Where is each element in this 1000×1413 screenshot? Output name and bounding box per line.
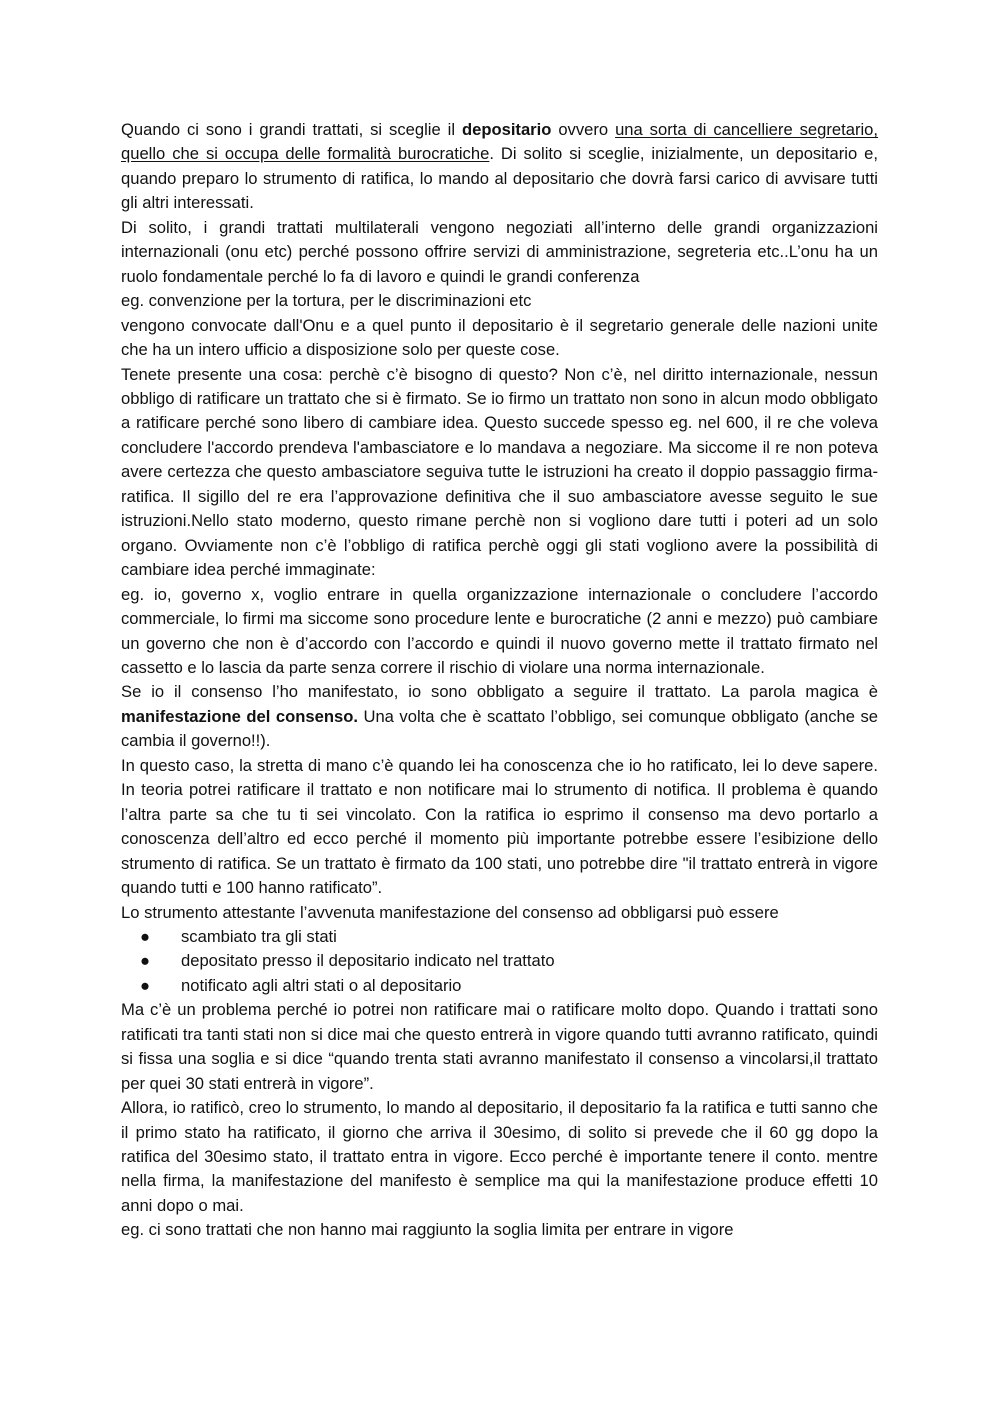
bullet-icon: ● [140, 926, 151, 946]
list-item-text: depositato presso il depositario indicato nel trattato [181, 951, 555, 971]
paragraph-example-threshold: eg. ci sono trattati che non hanno mai raggiunto la soglia limita per entrare in vigore [121, 1220, 734, 1240]
bullet-icon: ● [140, 975, 151, 995]
list-item [121, 974, 878, 998]
list-item [121, 925, 878, 949]
bullet-list [121, 925, 878, 998]
paragraph-depositario [121, 118, 878, 216]
bold-term-depositario: depositario [461, 120, 552, 139]
paragraph-multilateral-treaties: Di solito, i grandi trattati multilaterali vengono negoziati all’interno delle grandi organizzazioni internazionali (onu etc) perché possono offrire servizi di amministrazione, segreteria etc..L’onu ha un ruolo fondamentale perché lo fa di lavoro e quindi le grandi conferenza [121, 217, 878, 286]
text-run: Se io il consenso l’ho manifestato, io sono obbligato a seguire il trattato. La parola magica è [121, 682, 878, 702]
list-item [121, 949, 878, 973]
paragraph-no-obligation-ratify: Tenete presente una cosa: perchè c’è bisogno di questo? Non c’è, nel diritto internazionale, nessun obbligo di ratificare un trattato che si è firmato. Se io firmo un trattato non sono in alcun modo obbligato a ratificare perché sono libero di cambiare idea. Questo succede spesso eg. nel 600, il re che voleva concludere l'accordo prendeva l'ambasciatore e lo mandava a negoziare. Ma siccome il re non poteva avere certezza che questo ambasciatore seguiva tutte le istruzioni ha creato il doppio passaggio firma-ratifica. Il sigillo del re era l’approvazione definitiva che il suo ambasciatore avesse seguito le sue istruzioni.Nello stato moderno, questo rimane perchè non si vogliono dare tutti i poteri ad un solo organo. Ovviamente non c’è l’obbligo di ratifica perchè oggi gli stati vogliono avere la possibilità di cambiare idea perché immaginate: [121, 364, 878, 580]
list-item-text: scambiato tra gli stati [181, 926, 337, 946]
underlined-definition: una sorta di cancelliere segretario, quello che si occupa delle formalità burocratiche [121, 120, 879, 164]
paragraph-example-conventions: eg. convenzione per la tortura, per le discriminazioni etc [121, 291, 532, 311]
text-run: . Di solito si sceglie, inizialmente, un depositario e, quando preparo lo strumento di ratifica, lo mando al depositario che dovrà farsi carico di avvisare tutti gli altri interessati. [121, 144, 879, 213]
text-run: Una volta che è scattato l’obbligo, sei comunque obbligato (anche se cambia il governo!!). [121, 706, 879, 751]
document-body [121, 118, 878, 1243]
paragraph-stretta-di-mano: In questo caso, la stretta di mano c’è quando lei ha conoscenza che io ho ratificato, lei lo deve sapere. In teoria potrei ratificare il trattato e non notificare mai lo strumento di notifica. Il problema è quando l’altra parte sa che tu ti sei vincolato. Con la ratifica io esprimo il consenso ma devo portarlo a conoscenza dell’altro ed ecco perché il momento più importante potrebbe essere l’esibizione dello strumento di ratifica. Se un trattato è firmato da 100 stati, uno potrebbe dire "il trattato entrerà in vigore quando tutti e 100 hanno ratificato”. [121, 755, 878, 898]
paragraph-soglia: Ma c’è un problema perché io potrei non ratificare mai o ratificare molto dopo. Quando i trattati sono ratificati tra tanti stati non si dice mai che questo entrerà in vigore quando tutti avranno ratificato, quindi si fissa una soglia e si dice “quando trenta stati avranno manifestato il consenso a vincolarsi,il trattato per quei 30 stati entrerà in vigore”. [121, 1000, 878, 1093]
list-item-text: notificato agli altri stati o al depositario [181, 975, 462, 995]
paragraph-onu-secretary: vengono convocate dall'Onu e a quel punto il depositario è il segretario generale delle nazioni unite che ha un intero ufficio a disposizione solo per queste cose. [121, 315, 878, 360]
bold-term-manifestazione: manifestazione del consenso. [121, 706, 358, 726]
paragraph-ratifica-process: Allora, io ratificò, creo lo strumento, lo mando al depositario, il depositario fa la ratifica e tutti sanno che il primo stato ha ratificato, il giorno che arriva il 30esimo, di solito si prevede che il 60 gg dopo la ratifica del 30esimo stato, il trattato entra in vigore. Ecco perché è importante tenere il conto. mentre nella firma, la manifestazione del manifesto è semplice ma qui la manifestazione produce effetti 10 anni dopo o mai. [121, 1098, 878, 1215]
paragraph-strumento-attestante: Lo strumento attestante l’avvenuta manifestazione del consenso ad obbligarsi può essere [121, 902, 779, 922]
text-run: ovvero [551, 120, 616, 139]
text-run: Quando ci sono i grandi trattati, si sceglie il [121, 120, 462, 139]
bullet-icon: ● [140, 951, 151, 971]
paragraph-manifestazione-consenso [121, 680, 878, 753]
paragraph-example-government: eg. io, governo x, voglio entrare in quella organizzazione internazionale o concludere l’accordo commerciale, lo firmi ma siccome sono procedure lente e burocratiche (2 anni e mezzo) può cambiare un governo che non è d’accordo con l’accordo e quindi il nuovo governo mette il trattato firmato nel cassetto e lo lascia da parte senza correre il rischio di violare una norma internazionale. [121, 584, 878, 677]
